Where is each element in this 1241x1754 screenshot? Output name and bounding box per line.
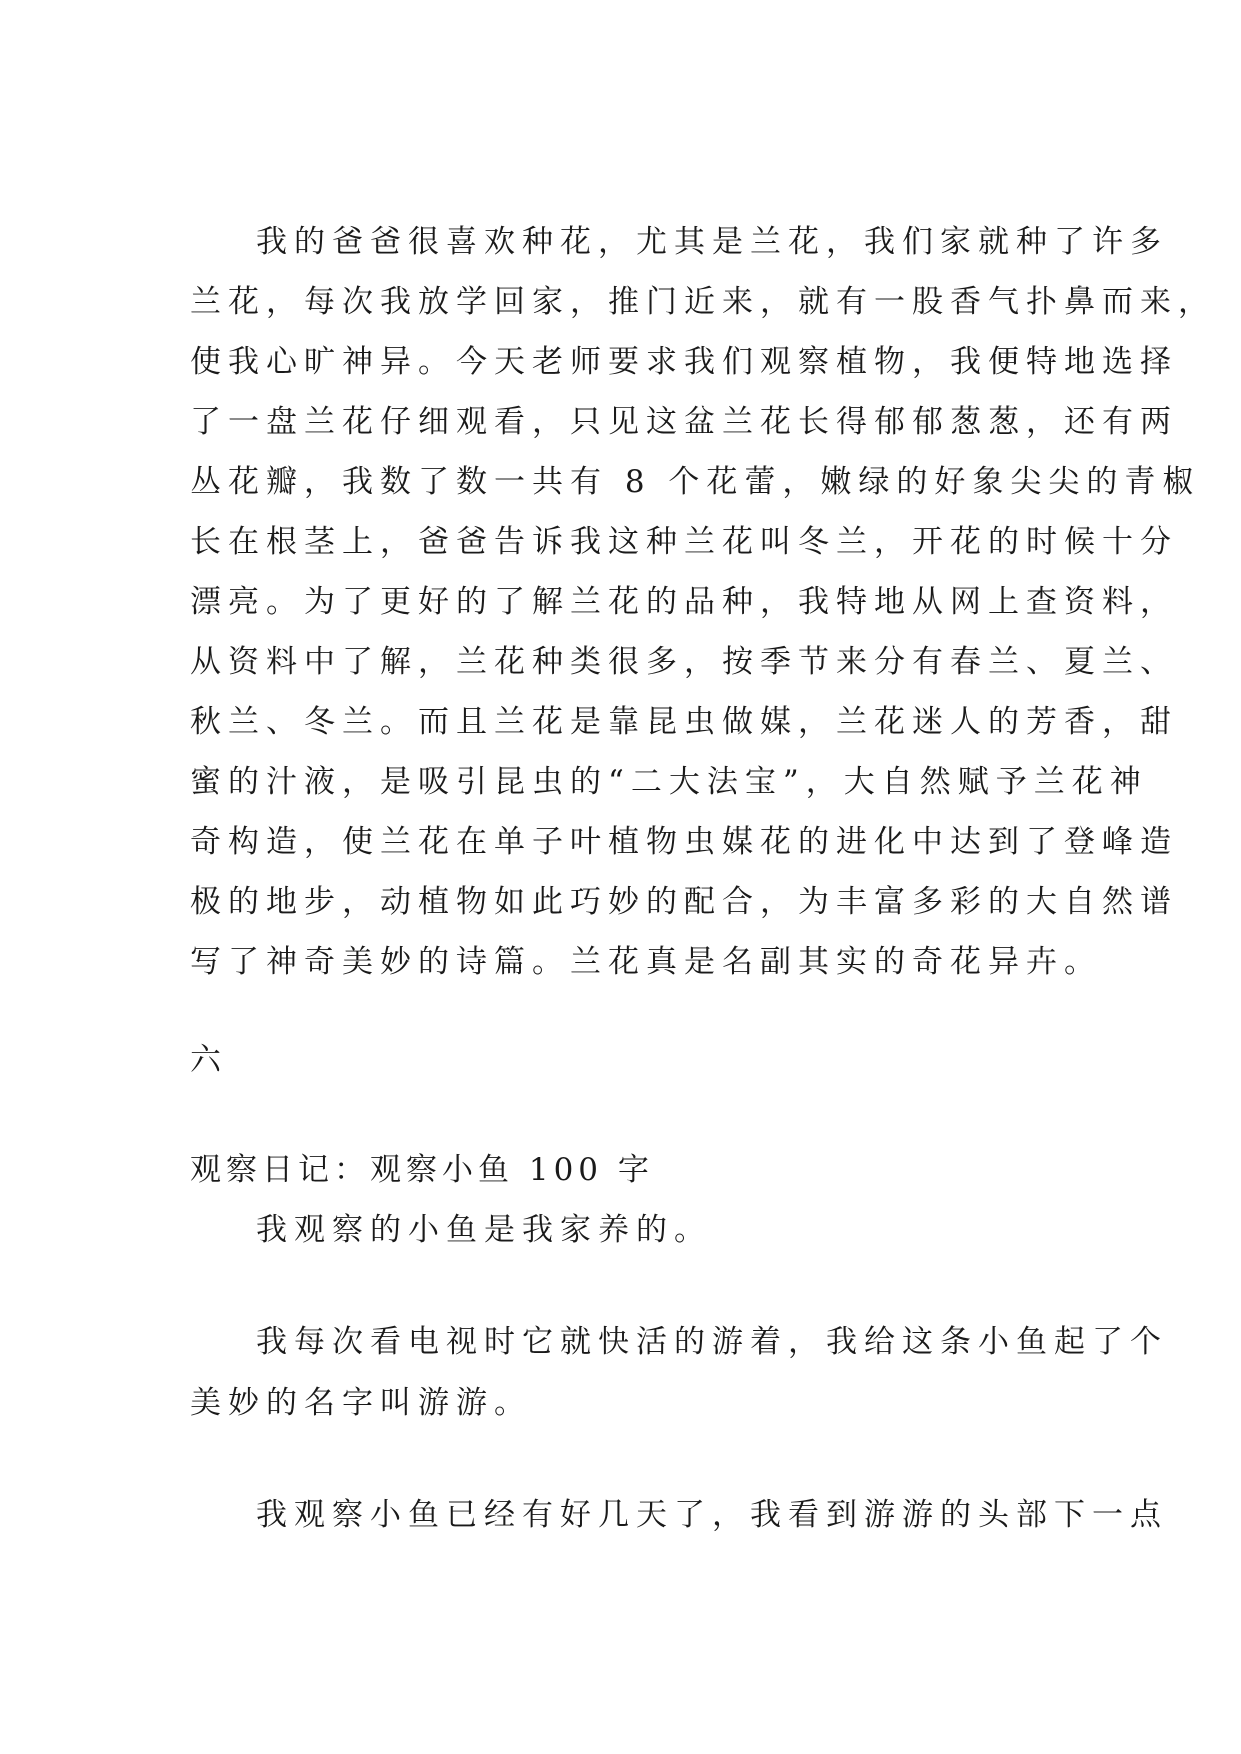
paragraph-line: 蜜的汁液，是吸引昆虫的“二大法宝”，大自然赋予兰花神 bbox=[190, 764, 1148, 800]
section-title: 观察日记：观察小鱼 100 字 bbox=[190, 1152, 654, 1188]
paragraph-line: 从资料中了解，兰花种类很多，按季节来分有春兰、夏兰、 bbox=[190, 644, 1178, 680]
paragraph-line: 了一盘兰花仔细观看，只见这盆兰花长得郁郁葱葱，还有两 bbox=[190, 404, 1178, 440]
paragraph-line: 我每次看电视时它就快活的游着，我给这条小鱼起了个 bbox=[256, 1324, 1168, 1360]
section-number: 六 bbox=[190, 1042, 226, 1078]
paragraph-line: 长在根茎上，爸爸告诉我这种兰花叫冬兰，开花的时候十分 bbox=[190, 524, 1178, 560]
paragraph-line: 我观察的小鱼是我家养的。 bbox=[256, 1212, 712, 1248]
paragraph-line: 我的爸爸很喜欢种花，尤其是兰花，我们家就种了许多 bbox=[256, 224, 1168, 260]
paragraph-line: 使我心旷神异。今天老师要求我们观察植物，我便特地选择 bbox=[190, 344, 1178, 380]
paragraph-line: 极的地步，动植物如此巧妙的配合，为丰富多彩的大自然谱 bbox=[190, 884, 1178, 920]
paragraph-line: 秋兰、冬兰。而且兰花是靠昆虫做媒，兰花迷人的芳香，甜 bbox=[190, 704, 1178, 740]
paragraph-line: 丛花瓣，我数了数一共有 8 个花蕾，嫩绿的好象尖尖的青椒 bbox=[190, 464, 1201, 500]
paragraph-line: 写了神奇美妙的诗篇。兰花真是名副其实的奇花异卉。 bbox=[190, 944, 1102, 980]
paragraph-line: 美妙的名字叫游游。 bbox=[190, 1385, 532, 1421]
paragraph-line: 兰花，每次我放学回家，推门近来，就有一股香气扑鼻而来， bbox=[190, 284, 1216, 320]
paragraph-line: 奇构造，使兰花在单子叶植物虫媒花的进化中达到了登峰造 bbox=[190, 824, 1178, 860]
paragraph-line: 漂亮。为了更好的了解兰花的品种，我特地从网上查资料， bbox=[190, 584, 1178, 620]
paragraph-line: 我观察小鱼已经有好几天了，我看到游游的头部下一点 bbox=[256, 1497, 1168, 1533]
